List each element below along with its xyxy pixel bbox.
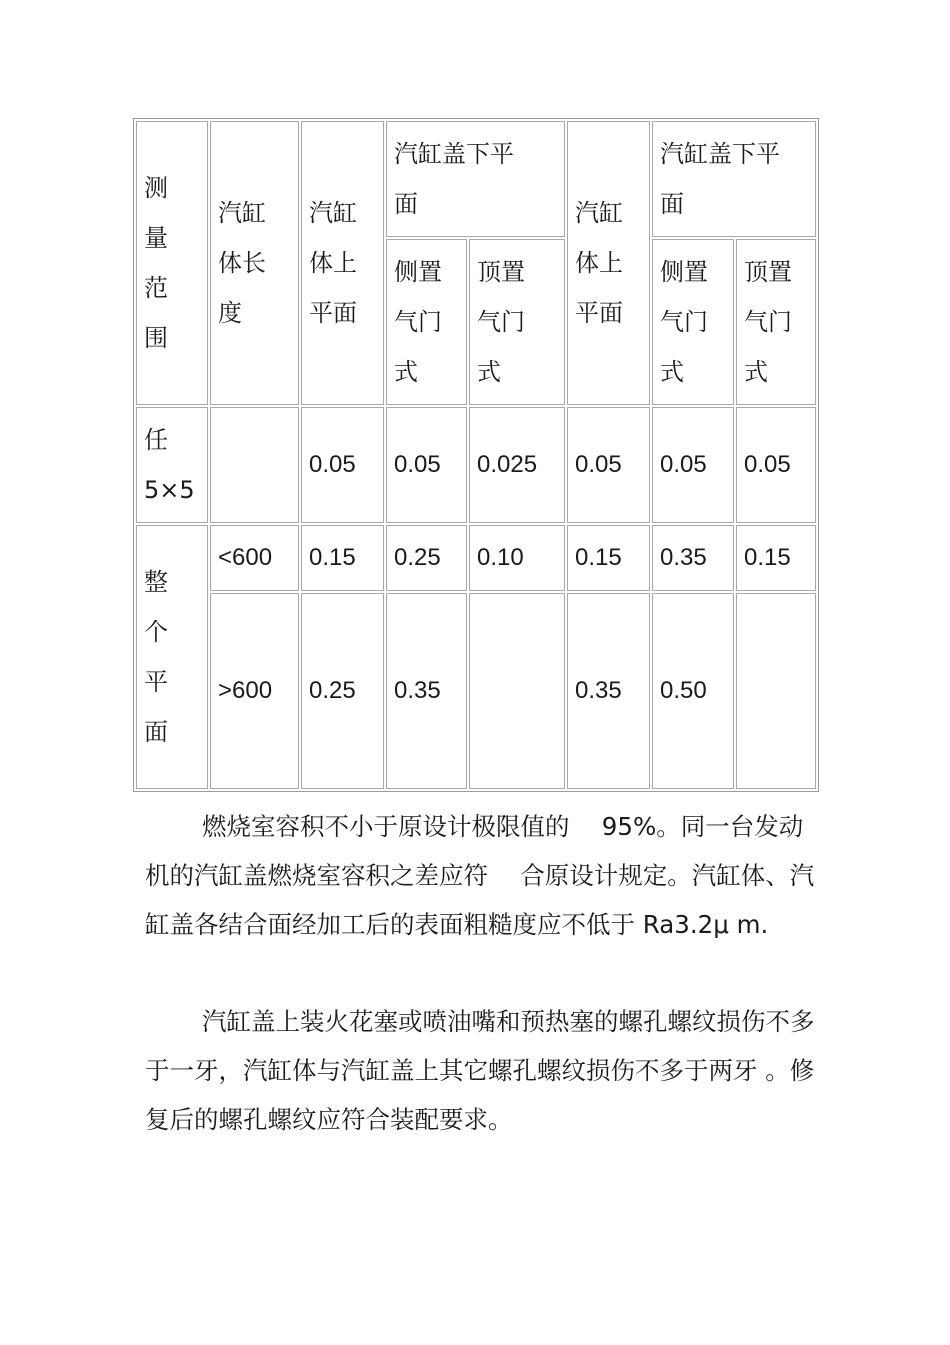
table-cell: 0.35 [652,525,734,591]
header-measure-range: 测 量 范 围 [136,121,208,405]
table-cell: 0.15 [736,525,816,591]
header-head-bottom-plane-2: 汽缸盖下平 面 [652,121,816,237]
table-cell: 0.05 [652,407,734,523]
header-block-length: 汽缸 体长 度 [210,121,299,405]
header-side-valve-2: 侧置 气门 式 [652,239,734,405]
table-cell [736,593,816,789]
header-block-top-plane-2: 汽缸 体上 平面 [567,121,650,405]
table-cell: 0.05 [301,407,384,523]
paragraph-combustion-chamber [145,802,815,949]
table-cell: 0.15 [567,525,650,591]
table-cell: 0.05 [386,407,467,523]
row-any-length [210,407,299,523]
table-cell: 0.10 [469,525,565,591]
paragraph-text: 汽缸盖上装火花塞或喷油嘴和预热塞的螺孔螺纹损伤不多于一牙，汽缸体与汽缸盖上其它螺孔螺纹损伤不多于两牙 。修复后的螺孔螺纹应符合装配要求。 [145,1007,815,1134]
table-cell: 0.25 [386,525,467,591]
header-top-valve-2: 顶置 气门 式 [736,239,816,405]
table-cell: 0.15 [301,525,384,591]
header-head-bottom-plane-1: 汽缸盖下平 面 [386,121,565,237]
paragraph-thread-damage [145,997,815,1144]
table-cell: 0.50 [652,593,734,789]
table-cell: 0.05 [567,407,650,523]
table-cell: 0.35 [386,593,467,789]
row-length-lt-600: <600 [210,525,299,591]
table-cell: 0.35 [567,593,650,789]
row-whole-plane-label: 整 个 平 面 [136,525,208,789]
table-cell: 0.025 [469,407,565,523]
row-any-5x5-label: 任 5×5 [136,407,208,523]
header-side-valve-1: 侧置 气门 式 [386,239,467,405]
table-cell: 0.25 [301,593,384,789]
table-cell: 0.05 [736,407,816,523]
header-top-valve-1: 顶置 气门 式 [469,239,565,405]
flatness-spec-table [133,118,819,792]
row-length-gt-600: >600 [210,593,299,789]
table-cell [469,593,565,789]
header-block-top-plane-1: 汽缸 体上 平面 [301,121,384,405]
paragraph-text: 燃烧室容积不小于原设计极限值的 95%。同一台发动机的汽缸盖燃烧室容积之差应符 合原设计规定。汽缸体、汽缸盖各结合面经加工后的表面粗糙度应不低于 Ra3.2μ m. [145,812,815,939]
